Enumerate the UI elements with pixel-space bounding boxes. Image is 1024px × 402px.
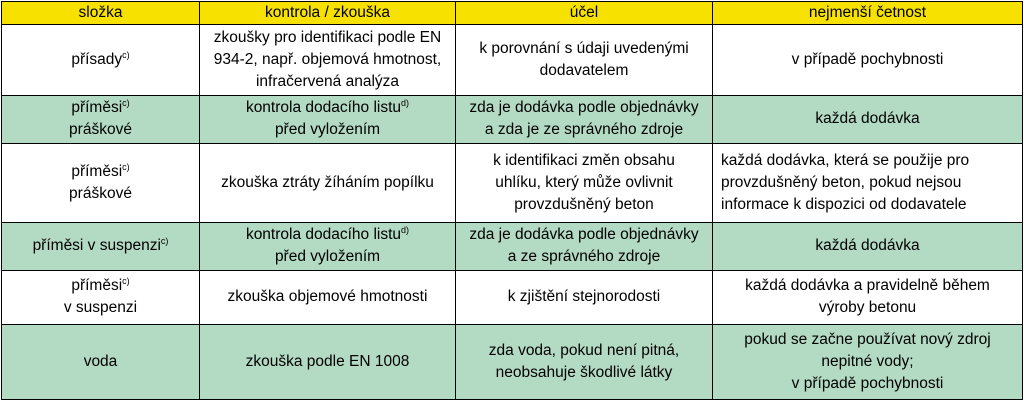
cell-kontrola: kontrola dodacího listu$^{d)}$ před vyložením [200, 222, 456, 270]
table-row [2, 143, 1023, 222]
cell-ucel: k porovnání s údaji uvedenými dodavatelem [456, 25, 713, 96]
cell-kontrola: zkouška podle EN 1008 [200, 324, 456, 399]
materials-inspection-table [1, 1, 1023, 400]
header-kontrola-zkouska: kontrola / zkouška [200, 2, 456, 25]
cell-cetnost: pokud se začne používat nový zdroj nepitné vody; v případě pochybnosti [713, 324, 1023, 399]
cell-slozka: přísady$^{c)}$ [2, 25, 200, 96]
cell-slozka: voda [2, 324, 200, 399]
table-row [2, 25, 1023, 96]
cell-cetnost: každá dodávka, která se použije pro provzdušněný beton, pokud nejsou informace k dispozici od dodavatele [713, 143, 1023, 222]
cell-kontrola: zkouška ztráty žíháním popílku [200, 143, 456, 222]
header-slozka: složka [2, 2, 200, 25]
cell-cetnost: každá dodávka [713, 95, 1023, 143]
cell-cetnost: každá dodávka [713, 222, 1023, 270]
cell-kontrola: zkouška objemové hmotnosti [200, 270, 456, 324]
table-row [2, 95, 1023, 143]
header-ucel: účel [456, 2, 713, 25]
cell-ucel: k zjištění stejnorodosti [456, 270, 713, 324]
table-row [2, 270, 1023, 324]
cell-cetnost: v případě pochybnosti [713, 25, 1023, 96]
table-row [2, 222, 1023, 270]
table-row [2, 324, 1023, 399]
cell-slozka: příměsi$^{c)}$ v suspenzi [2, 270, 200, 324]
cell-kontrola: zkoušky pro identifikaci podle EN 934-2, např. objemová hmotnost, infračervená analýza [200, 25, 456, 96]
cell-ucel: zda je dodávka podle objednávky a ze správného zdroje [456, 222, 713, 270]
cell-ucel: zda je dodávka podle objednávky a zda je ze správného zdroje [456, 95, 713, 143]
cell-slozka: příměsi v suspenzi$^{c)}$ [2, 222, 200, 270]
header-nejmensi-cetnost: nejmenší četnost [713, 2, 1023, 25]
cell-ucel: zda voda, pokud není pitná, neobsahuje škodlivé látky [456, 324, 713, 399]
header-row [2, 2, 1023, 25]
cell-ucel: k identifikaci změn obsahu uhlíku, který může ovlivnit provzdušněný beton [456, 143, 713, 222]
cell-slozka: příměsi$^{c)}$ práškové [2, 143, 200, 222]
cell-kontrola: kontrola dodacího listu$^{d)}$ před vyložením [200, 95, 456, 143]
cell-slozka: příměsi$^{c)}$ práškové [2, 95, 200, 143]
cell-cetnost: každá dodávka a pravidelně během výroby betonu [713, 270, 1023, 324]
